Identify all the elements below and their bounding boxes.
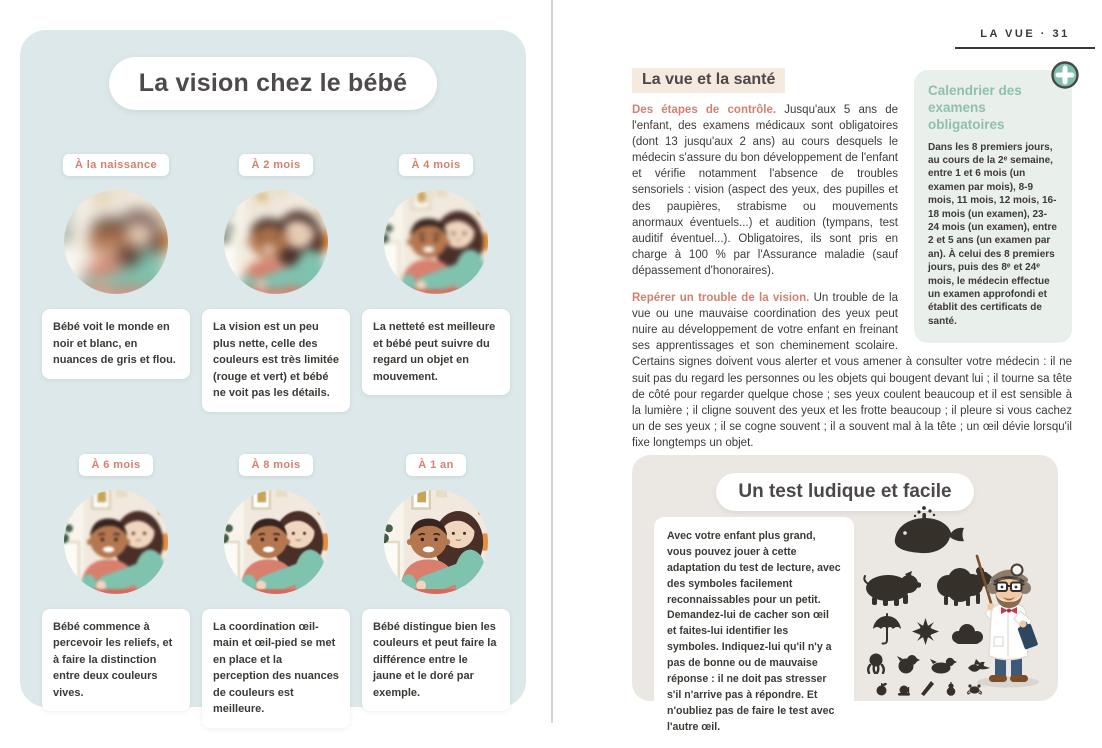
sidebar-title: Calendrier des examens obligatoires (928, 83, 1022, 132)
chapter-label: LA VUE (980, 28, 1036, 40)
page-number: 31 (1052, 28, 1070, 40)
stage-description: Bébé commence à percevoir les reliefs, et à faire la distinction entre deux couleurs vives. (42, 609, 190, 712)
test-section-title: Un test ludique et facile (716, 473, 973, 511)
infographic-title: La vision chez le bébé (109, 57, 437, 110)
sidebar-body: Dans les 8 premiers jours, au cours de la 2ᵉ semaine, entre 1 et 6 mois (un examen par mois), 8-9 mois, 11 mois, 12 mois, 16-18 mois (un examen), 23-24 mois (un examen), entre 2 et 5 ans (un examen par an). À celui des 8 premiers jours, puis des 8ᵉ et 24ᵉ mois, le médecin effectue un examen approfondi et établit des certificats de santé. (928, 141, 1057, 327)
header-separator: · (1040, 28, 1047, 40)
family-illustration (64, 490, 168, 594)
stage-description: Bébé distingue bien les couleurs et peut faire la différence entre le jaune et le doré par exemple. (362, 609, 510, 712)
stage-label: À 1 an (406, 454, 465, 476)
stage-description: La coordination œil-main et œil-pied se met en place et la perception des nuances de couleurs est meilleure. (202, 609, 350, 728)
paragraph-lead: Repérer un trouble de la vision. (632, 292, 810, 305)
stage-card-naissance (42, 154, 190, 379)
stage-description: Bébé voit le monde en noir et blanc, en nuances de gris et flou. (42, 309, 190, 379)
stage-label: À 4 mois (399, 154, 472, 176)
apple-icon (875, 682, 888, 696)
stage-card-2-mois (202, 154, 350, 412)
running-header (955, 28, 1095, 49)
exam-calendar-sidebar (914, 70, 1072, 343)
stage-label: À la naissance (63, 154, 169, 176)
doctor-illustration (964, 551, 1052, 694)
paragraph-text: Jusqu'aux 5 ans de l'enfant, des examens médicaux sont obligatoires (dont 13 jusqu'aux 2 ans) au cours desquels le médecin s'assure du bon développement de l'enfant et vérifie notamment l'absence de troubles sensoriels : vision (aspect des yeux, des pupilles et des paupières, strabisme ou mouvements anormaux éventuels...) et audition (tympans, test auditif éventuel...). Obligatoires, ils sont pris en charge à 100 % par l'Assurance maladie (sauf dépassement d'honoraires). (632, 104, 899, 277)
stage-card-8-mois (202, 454, 350, 728)
stage-card-4-mois (362, 154, 510, 395)
duck-icon (930, 656, 957, 674)
stage-label: À 2 mois (239, 154, 312, 176)
sun-icon (912, 618, 939, 645)
test-instructions: Avec votre enfant plus grand, vous pouvez jouer à cette adaptation du test de lecture, avec des symboles facilement reconnaissables pour un petit. Demandez-lui de cacher son œil et faites-lui identifier les symboles. Indiquez-lui qu'il n'y a pas de bonne ou de mauvaise réponse : il ne doit pas stresser s'il n'arrive pas à répondre. Et n'oubliez pas de faire le test avec l'autre œil. (654, 517, 854, 748)
snail-icon (898, 683, 911, 696)
octopus-icon (865, 652, 887, 674)
stage-description: La netteté est meilleure et bébé peut suivre du regard un objet en mouvement. (362, 309, 510, 395)
carrot-icon (921, 681, 935, 696)
header-rule (955, 47, 1095, 49)
stage-description: La vision est un peu plus nette, celle des couleurs est très limitée (rouge et vert) et bébé ne voit pas les détails. (202, 309, 350, 412)
stage-label: À 6 mois (79, 454, 152, 476)
family-illustration (64, 190, 168, 294)
paragraph-lead: Des étapes de contrôle. (632, 104, 777, 116)
umbrella-icon (872, 613, 902, 645)
stage-grid (20, 110, 526, 728)
section-heading: La vue et la santé (632, 68, 785, 93)
infographic-panel (20, 30, 526, 715)
stage-label: À 8 mois (239, 454, 312, 476)
stage-card-6-mois (42, 454, 190, 712)
chick-icon (897, 654, 920, 674)
pear-icon (945, 682, 957, 696)
paragraph-text: Un trouble de la vue ou une mauvaise coordination des yeux peut nuire au développement de votre enfant en freinant ses apprentissages et son cheminement scolaire. Certains signes doivent vous alerter et vous amener à consulter votre médecin : il ne suit pas du regard les personnes ou les objets qui bougent devant lui ; il tourne sa tête de côté pour regarder quelque chose ; ses yeux coulent beaucoup et il est sensible à la lumière ; il cligne souvent des yeux et les frotte beaucoup ; il pleure si vous cachez un de ses yeux ; il se cogne souvent ; il a souvent mal à la tête ; un œil dévie lorsqu'il fixe longtemps un objet. (632, 292, 1072, 449)
pig-icon (863, 570, 921, 606)
page-divider (551, 0, 553, 723)
family-illustration (224, 490, 328, 594)
family-illustration (384, 490, 488, 594)
whale-icon (890, 505, 966, 559)
medical-cross-icon (1050, 60, 1080, 95)
article (632, 68, 1072, 462)
family-illustration (224, 190, 328, 294)
stage-card-1-an (362, 454, 510, 712)
test-ludique-section (632, 455, 1058, 733)
family-illustration (384, 190, 488, 294)
